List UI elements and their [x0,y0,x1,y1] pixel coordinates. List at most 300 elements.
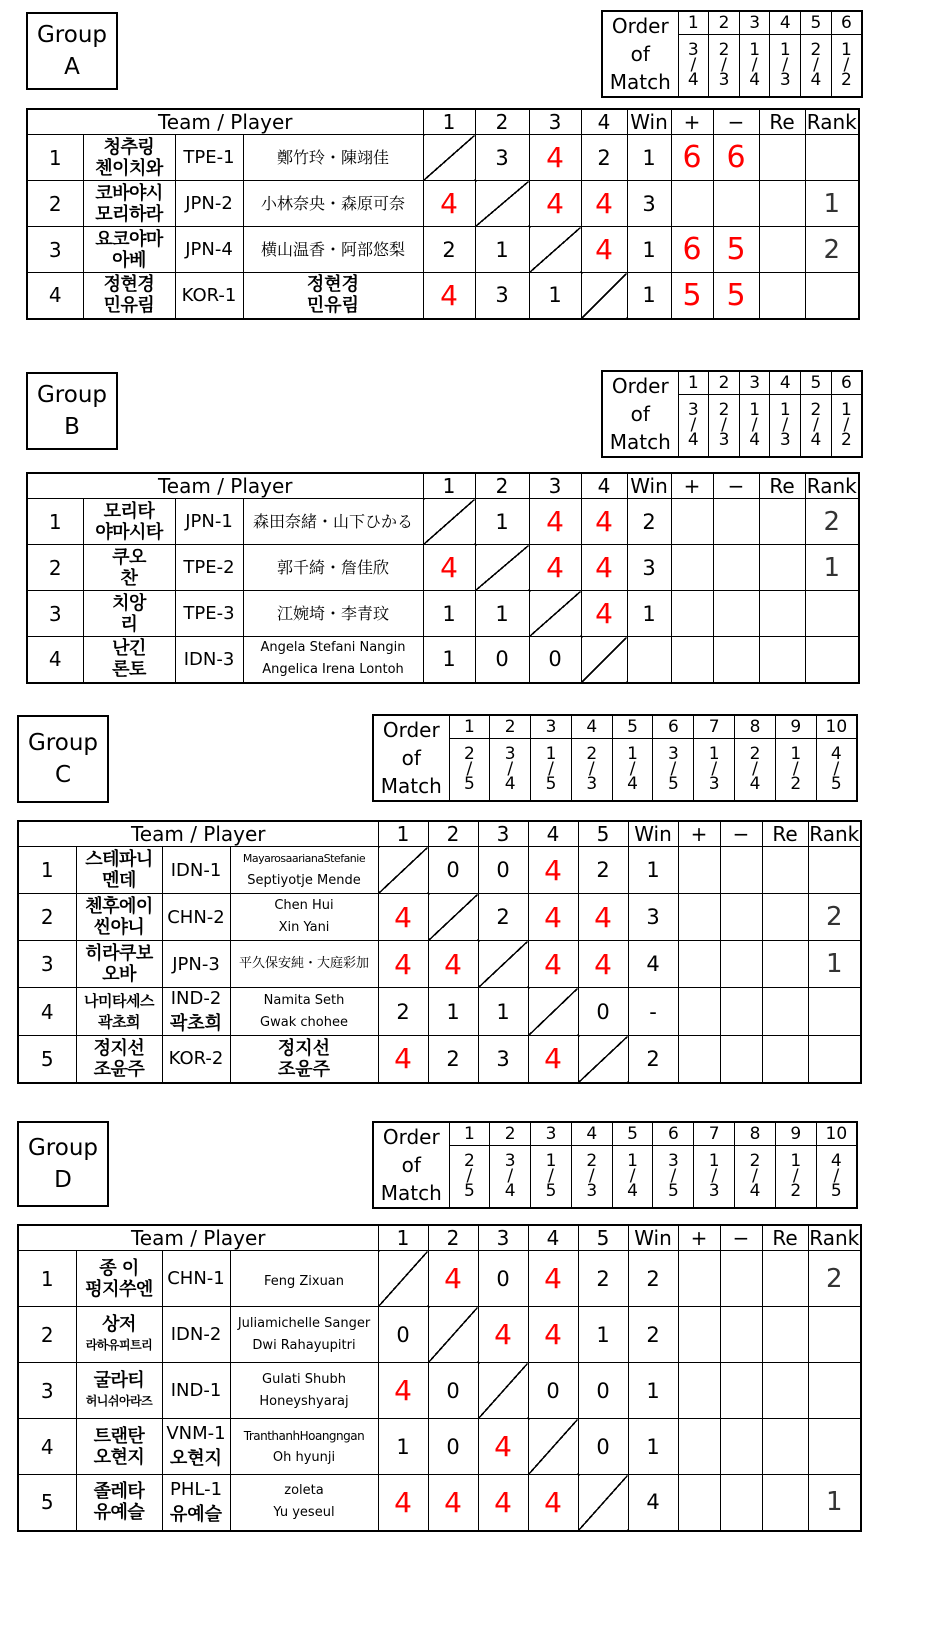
order-number: 5 [801,371,832,395]
order-number: 6 [653,715,694,739]
row-number: 5 [18,1036,76,1083]
score-cell: 4 [423,545,475,591]
score-cell: 1 [475,227,529,273]
minus-cell [720,941,762,988]
score-cell: 2 [428,1036,478,1083]
self-cell [478,941,528,988]
score-cell: 1 [423,637,475,683]
table-row [27,227,859,273]
table-row [18,1307,861,1363]
row-number: 2 [27,545,83,591]
win-cell: 3 [627,181,671,227]
score-cell: 2 [578,847,628,894]
row-number: 3 [18,941,76,988]
rank-header: Rank [805,109,859,135]
rank-cell: 1 [808,1475,861,1531]
order-number: 3 [739,11,770,35]
re-header: Re [759,473,805,499]
group-b-label [26,372,118,450]
self-cell [475,545,529,591]
korean-name: 트랜탄 오현지 [76,1419,162,1475]
rank-cell: 1 [805,181,859,227]
re-cell [759,135,805,181]
order-number: 1 [449,1122,490,1146]
re-header: Re [759,109,805,135]
order-number: 6 [831,11,862,35]
score-cell: 0 [475,637,529,683]
row-number: 4 [27,637,83,683]
order-pair: 2 / 3 [709,395,740,458]
order-number: 7 [694,1122,735,1146]
score-cell: 4 [529,181,581,227]
plus-cell: 5 [671,273,713,319]
col-header: 4 [528,1225,578,1251]
order-number: 10 [816,1122,857,1146]
self-cell [423,135,475,181]
table-row [18,941,861,988]
plus-cell [678,1475,720,1531]
re-cell [762,941,808,988]
order-pair: 3 / 4 [490,1146,531,1209]
rank-cell: 2 [808,1251,861,1307]
minus-cell [713,591,759,637]
col-header: 1 [378,821,428,847]
re-cell [762,988,808,1036]
win-cell: 1 [627,591,671,637]
order-pair: 3 / 5 [653,739,694,802]
order-label: Order of Match [373,715,449,801]
order-pair: 1 / 3 [770,35,801,98]
order-number: 8 [735,715,776,739]
minus-cell [720,1307,762,1363]
order-pair: 2 / 3 [571,1146,612,1209]
score-cell: 4 [528,1307,578,1363]
score-cell: 4 [529,545,581,591]
group-a-label [26,12,118,90]
score-cell: 4 [578,894,628,941]
order-pair: 2 / 4 [801,395,832,458]
korean-name: 요코야마 아베 [83,227,175,273]
rank-cell [808,1036,861,1083]
win-cell: 1 [628,1363,678,1419]
score-cell: 4 [581,545,627,591]
order-number: 3 [531,1122,572,1146]
team-code: IDN-1 [162,847,230,894]
score-cell: 0 [578,988,628,1036]
score-cell: 4 [528,941,578,988]
score-cell: 4 [581,181,627,227]
col-header: 1 [423,473,475,499]
team-player-header: Team / Player [27,109,423,135]
col-header: 3 [478,1225,528,1251]
self-cell [475,181,529,227]
score-cell: 3 [475,273,529,319]
minus-header: − [720,821,762,847]
order-pair: 1 / 2 [775,739,816,802]
order-pair: 1 / 4 [739,35,770,98]
rank-cell [808,1419,861,1475]
score-cell: 4 [528,1475,578,1531]
score-cell: 4 [528,1251,578,1307]
table-row [18,1475,861,1531]
order-number: 4 [571,1122,612,1146]
order-number: 9 [775,1122,816,1146]
score-cell: 0 [578,1419,628,1475]
score-cell: 1 [578,1307,628,1363]
rank-cell [808,1363,861,1419]
player-names: Namita Seth Gwak chohee [230,988,378,1036]
col-header: 1 [423,109,475,135]
score-cell: 0 [478,847,528,894]
order-pair: 2 / 5 [449,1146,490,1209]
team-code: IND-2 곽초희 [162,988,230,1036]
score-cell: 4 [581,591,627,637]
order-number: 5 [801,11,832,35]
minus-cell: 6 [713,135,759,181]
korean-name: 쿠오 찬 [83,545,175,591]
plus-cell [671,181,713,227]
plus-cell [678,1036,720,1083]
row-number: 1 [27,499,83,545]
korean-name: 정지선 조윤주 [76,1036,162,1083]
player-names: TranthanhHoangngan Oh hyunji [230,1419,378,1475]
order-pair: 3 / 5 [653,1146,694,1209]
header-row [18,821,861,847]
rank-cell: 2 [805,499,859,545]
score-cell: 4 [528,1036,578,1083]
team-code: VNM-1 오현지 [162,1419,230,1475]
order-number: 2 [709,11,740,35]
order-number: 4 [571,715,612,739]
player-names: 横山温香・阿部悠梨 [243,227,423,273]
row-number: 1 [27,135,83,181]
col-header: 2 [475,473,529,499]
re-cell [762,1475,808,1531]
korean-name: 종 이 펑지쑤엔 [76,1251,162,1307]
team-code: PHL-1 유예슬 [162,1475,230,1531]
order-pair: 1 / 4 [612,739,653,802]
korean-name: 상저 라하유피트리 [76,1307,162,1363]
row-number: 2 [18,1307,76,1363]
rank-cell: 1 [805,545,859,591]
player-names: zoleta Yu yeseul [230,1475,378,1531]
score-cell: 4 [378,1475,428,1531]
table-row [18,1251,861,1307]
rank-header: Rank [809,1226,860,1250]
re-cell [762,1307,808,1363]
order-number: 2 [709,371,740,395]
team-player-header: Team / Player [18,821,378,847]
score-cell: 4 [478,1475,528,1531]
group-letter: D [54,1167,72,1193]
order-pair: 2 / 5 [449,739,490,802]
team-player-header: Team / Player [18,1225,378,1251]
plus-cell [671,499,713,545]
score-cell: 1 [475,499,529,545]
group-word: Group [36,22,108,48]
rank-header: Rank [805,473,859,499]
order-pair: 1 / 2 [775,1146,816,1209]
order-number: 1 [449,715,490,739]
plus-cell [678,847,720,894]
player-names: 小林奈央・森原可奈 [243,181,423,227]
score-cell: 4 [428,941,478,988]
rank-cell: 2 [805,227,859,273]
order-label: Order of Match [373,1122,449,1208]
player-names: 森田奈緒・山下ひかる [243,499,423,545]
korean-name: 코바야시 모리하라 [83,181,175,227]
win-header: Win [627,109,671,135]
col-header: 2 [428,821,478,847]
korean-name: 난긴 론토 [83,637,175,683]
korean-name: 첸후에이 씬야니 [76,894,162,941]
team-code: CHN-2 [162,894,230,941]
re-cell [759,591,805,637]
order-number: 10 [816,715,857,739]
score-cell: 4 [578,941,628,988]
score-cell: 4 [423,181,475,227]
score-cell: 1 [478,988,528,1036]
minus-cell [713,545,759,591]
win-cell: 2 [628,1036,678,1083]
group-d-results-table [17,1224,862,1532]
win-header: Win [628,1225,678,1251]
order-label: Order of Match [602,371,678,457]
table-row [27,135,859,181]
score-cell: 4 [529,499,581,545]
order-number: 3 [739,371,770,395]
win-cell: 1 [628,1419,678,1475]
order-pair: 2 / 4 [735,1146,776,1209]
order-number: 9 [775,715,816,739]
win-cell: 2 [628,1307,678,1363]
order-pair: 1 / 3 [770,395,801,458]
table-row [18,1363,861,1419]
player-names: 江婉埼・李青玟 [243,591,423,637]
self-cell [529,227,581,273]
score-cell: 0 [478,1251,528,1307]
win-header: Win [628,821,678,847]
score-cell: 1 [423,591,475,637]
player-names: Juliamichelle Sanger Dwi Rahayupitri [230,1307,378,1363]
order-number: 1 [678,371,709,395]
table-row [18,1419,861,1475]
score-cell: 4 [529,135,581,181]
minus-cell: 5 [713,227,759,273]
score-cell: 0 [428,1419,478,1475]
minus-header: − [720,1225,762,1251]
rank-cell [805,591,859,637]
row-number: 4 [18,1419,76,1475]
plus-cell [678,1251,720,1307]
score-cell: 4 [581,499,627,545]
order-pair: 4 / 5 [816,1146,857,1209]
win-cell: 3 [627,545,671,591]
player-names: Gulati Shubh Honeyshyaraj [230,1363,378,1419]
col-header: 1 [378,1225,428,1251]
minus-cell [713,499,759,545]
team-code: KOR-1 [175,273,243,319]
order-pair: 1 / 3 [694,1146,735,1209]
order-number: 7 [694,715,735,739]
table-row [18,988,861,1036]
rank-cell [808,988,861,1036]
order-number: 6 [831,371,862,395]
order-number: 5 [612,1122,653,1146]
team-code: JPN-3 [162,941,230,988]
group-word: Group [27,730,99,756]
row-number: 4 [27,273,83,319]
korean-name: 굴라티 허니쉬아라즈 [76,1363,162,1419]
order-number: 6 [653,1122,694,1146]
group-c-results-table [17,820,862,1084]
score-cell: 0 [528,1363,578,1419]
group-a-order-table [601,10,863,98]
team-code: CHN-1 [162,1251,230,1307]
order-label: Order of Match [602,11,678,97]
minus-cell [720,894,762,941]
order-number: 3 [531,715,572,739]
team-code: TPE-1 [175,135,243,181]
self-cell [428,1307,478,1363]
team-code: TPE-2 [175,545,243,591]
group-a-results-table [26,108,860,320]
rank-cell [805,273,859,319]
rank-cell: 1 [808,941,861,988]
minus-cell [720,1036,762,1083]
korean-name: 히라쿠보 오바 [76,941,162,988]
col-header: 3 [529,109,581,135]
col-header: 2 [475,109,529,135]
col-header: 4 [581,473,627,499]
score-cell: 2 [581,135,627,181]
row-number: 4 [18,988,76,1036]
group-letter: A [64,54,80,80]
col-header: 4 [528,821,578,847]
order-number: 5 [612,715,653,739]
order-pair: 1 / 2 [831,395,862,458]
self-cell [478,1363,528,1419]
player-names: 정지선 조윤주 [230,1036,378,1083]
team-code: KOR-2 [162,1036,230,1083]
re-cell [762,1251,808,1307]
plus-cell [671,591,713,637]
team-code: IND-1 [162,1363,230,1419]
team-code: TPE-3 [175,591,243,637]
korean-name: 치앙 리 [83,591,175,637]
korean-name: 모리타 야마시타 [83,499,175,545]
rank-header: Rank [809,822,860,846]
score-cell: 0 [378,1307,428,1363]
score-cell: 4 [423,273,475,319]
win-cell: 2 [628,1251,678,1307]
minus-cell [720,1363,762,1419]
win-cell [627,637,671,683]
col-header: 3 [478,821,528,847]
player-names: 郭千綺・詹佳欣 [243,545,423,591]
score-cell: 3 [478,1036,528,1083]
table-row [18,1036,861,1083]
minus-cell [720,1419,762,1475]
re-cell [762,1036,808,1083]
player-names: 平久保安純・大庭彩加 [230,941,378,988]
order-number: 4 [770,371,801,395]
re-cell [759,273,805,319]
row-number: 3 [27,591,83,637]
re-cell [762,1363,808,1419]
score-cell: 1 [428,988,478,1036]
score-cell: 4 [478,1307,528,1363]
row-number: 2 [18,894,76,941]
korean-name: 정현경 민유림 [83,273,175,319]
order-pair: 1 / 5 [531,739,572,802]
header-row [18,1225,861,1251]
order-pair: 1 / 4 [612,1146,653,1209]
score-cell: 0 [578,1363,628,1419]
minus-header: − [713,473,759,499]
rank-cell: 2 [808,894,861,941]
order-pair: 1 / 5 [531,1146,572,1209]
re-cell [759,637,805,683]
table-row [27,637,859,683]
re-cell [762,894,808,941]
plus-cell [678,988,720,1036]
minus-cell: 5 [713,273,759,319]
player-names: Angela Stefani Nangin Angelica Irena Lontoh [243,637,423,683]
plus-cell [671,637,713,683]
minus-header: − [713,109,759,135]
minus-cell [720,1475,762,1531]
score-cell: 4 [428,1251,478,1307]
group-b-order-table [601,370,863,458]
group-letter: C [54,762,72,788]
group-word: Group [27,1135,99,1161]
order-pair: 1 / 2 [831,35,862,98]
row-number: 5 [18,1475,76,1531]
re-cell [762,847,808,894]
order-pair: 2 / 4 [801,35,832,98]
score-cell: 4 [581,227,627,273]
score-cell: 2 [478,894,528,941]
row-number: 3 [18,1363,76,1419]
player-names: MayarosaarianaStefanie Septiyotje Mende [230,847,378,894]
row-number: 3 [27,227,83,273]
score-cell: 4 [478,1419,528,1475]
table-row [18,894,861,941]
order-pair: 3 / 4 [490,739,531,802]
player-names: Feng Zixuan [230,1251,378,1307]
group-c-order-table [372,714,858,802]
score-cell: 1 [529,273,581,319]
plus-cell [671,545,713,591]
table-row [27,591,859,637]
group-c-label [17,715,109,803]
korean-name: 청추링 첸이치와 [83,135,175,181]
plus-header: + [678,821,720,847]
plus-cell [678,1363,720,1419]
plus-cell [678,1419,720,1475]
win-cell: 3 [628,894,678,941]
team-code: JPN-1 [175,499,243,545]
header-row [27,473,859,499]
header-row [27,109,859,135]
group-word: Group [36,382,108,408]
score-cell: 4 [528,847,578,894]
row-number: 1 [18,847,76,894]
team-code: JPN-2 [175,181,243,227]
rank-cell [808,847,861,894]
score-cell: 4 [428,1475,478,1531]
